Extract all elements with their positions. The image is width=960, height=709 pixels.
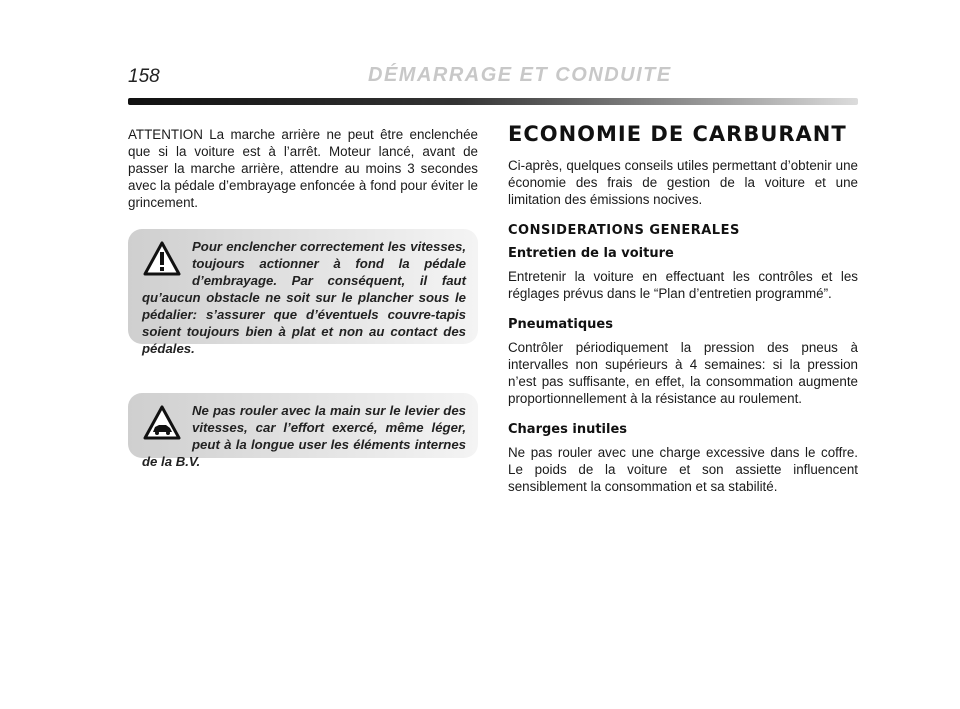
running-head: DÉMARRAGE ET CONDUITE bbox=[368, 64, 672, 86]
section-title: ECONOMIE DE CARBURANT bbox=[508, 122, 847, 146]
topic-title-maintenance: Entretien de la voiture bbox=[508, 246, 674, 261]
subsection-title: CONSIDERATIONS GENERALES bbox=[508, 223, 740, 238]
topic-title-useless-loads: Charges inutiles bbox=[508, 422, 628, 437]
attention-paragraph: ATTENTION La marche arrière ne peut être enclenchée que si la voiture est à l’arrêt. Moteur lancé, avant de passer la marche arrière, attendre au moins 3 secondes avec la pédale d’embrayage enfoncée à fond pour éviter le grincement. bbox=[128, 127, 478, 210]
intro-paragraph: Ci-après, quelques conseils utiles permettant d’obtenir une économie des frais de gestion de la voiture et une limitation des émissions nocives. bbox=[508, 158, 858, 207]
warning-text-clutch: Pour enclencher correctement les vitesses, toujours actionner à fond la pédale d’embrayage. Par conséquent, il faut qu’aucun obstacle ne soit sur le plancher sous le pédalier: s’assurer que d’éventuels couvre-tapis soient toujours bien à plat et non au contact des pédales. bbox=[142, 239, 466, 356]
warning-text-gear-lever: Ne pas rouler avec la main sur le levier des vitesses, car l’effort exercé, même léger, peut à la longue user les éléments internes de la B.V. bbox=[142, 403, 466, 469]
warning-box-clutch bbox=[128, 229, 478, 356]
header-rule bbox=[128, 98, 858, 105]
topic-text-maintenance: Entretenir la voiture en effectuant les contrôles et les réglages prévus dans le “Plan d’entretien programmé”. bbox=[508, 269, 858, 301]
car-warning-triangle-icon bbox=[142, 404, 182, 442]
warning-box-gear-lever bbox=[128, 393, 478, 469]
topic-text-useless-loads: Ne pas rouler avec une charge excessive dans le coffre. Le poids de la voiture et son assiette influencent sensiblement la consommation et sa stabilité. bbox=[508, 445, 858, 494]
page-number: 158 bbox=[128, 66, 160, 87]
left-column bbox=[128, 126, 478, 211]
topic-text-tyres: Contrôler périodiquement la pression des pneus à intervalles non supérieurs à 4 semaines: si la pression n’est pas suffisante, en effet, la consommation augmente proportionnellement à la résistance au roulement. bbox=[508, 340, 858, 406]
topic-title-tyres: Pneumatiques bbox=[508, 317, 613, 332]
right-column bbox=[508, 122, 858, 495]
warning-triangle-icon bbox=[142, 240, 182, 278]
